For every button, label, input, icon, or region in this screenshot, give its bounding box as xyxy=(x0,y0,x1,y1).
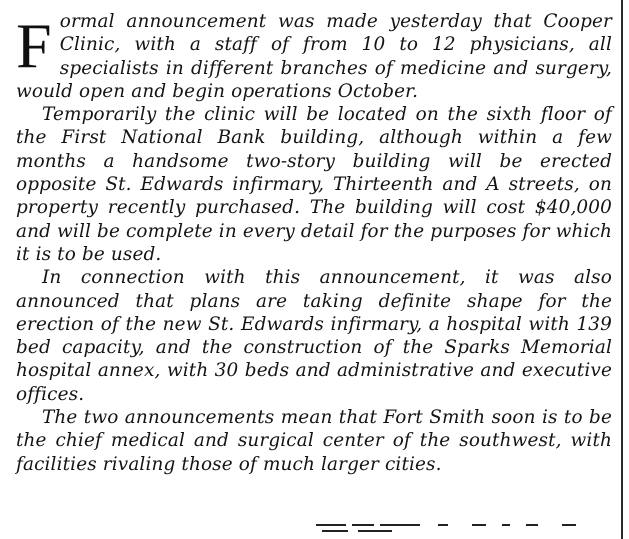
end-rule xyxy=(312,519,604,533)
article xyxy=(16,10,612,476)
paragraph-3: In connection with this announcement, it was also announced that plans are taking definite shape for the erection of the new St. Edwards infirmary, a hospital with 139 bed capacity, and the construction of the Sparks Memorial hospital annex, with 30 beds and administrative and executive offices. xyxy=(16,267,612,405)
column-rule xyxy=(621,0,623,539)
paragraph-1 xyxy=(16,10,612,103)
drop-cap: F xyxy=(16,10,52,81)
paragraph-1-text: ormal announcement was made yesterday that Cooper Clinic, with a staff of from 10 to 12 physicians, all specialists in different branches of medicine and surgery, would open and begin operations October. xyxy=(16,11,612,102)
paragraph-4: The two announcements mean that Fort Smith soon is to be the chief medical and surgical center of the southwest, with facilities rivaling those of much larger cities. xyxy=(16,407,612,475)
paragraph-2: Temporarily the clinic will be located on the sixth floor of the First National Bank building, although within a few months a handsome two-story building will be erected opposite St. Edwards infirmary, Thirteenth and A streets, on property recently purchased. The building will cost $40,000 and will be complete in every detail for the purposes for which it is to be used. xyxy=(16,104,612,265)
